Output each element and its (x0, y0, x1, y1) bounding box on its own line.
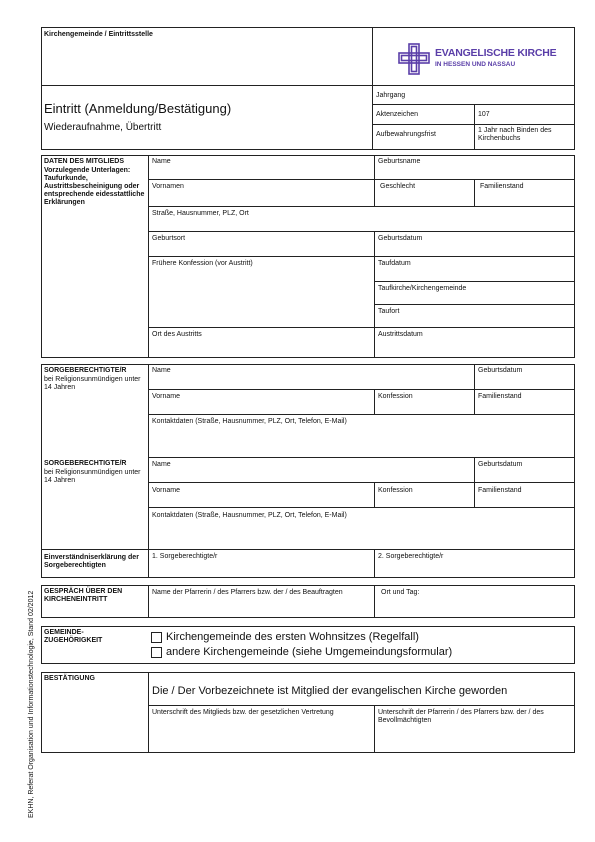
checkbox-other-congregation[interactable] (151, 647, 162, 658)
retention-label: Aufbewahrungsfrist (376, 131, 436, 138)
label-address: Straße, Hausnummer, PLZ, Ort (152, 210, 249, 217)
interview-place-day: Ort und Tag: (381, 589, 420, 596)
label-marital-status: Familienstand (480, 183, 524, 190)
guardian1-note: bei Religionsunmündigen unter 14 Jahren (44, 376, 141, 391)
guardian1-heading: SORGEBERECHTIGTE/R (44, 367, 127, 374)
label-first-names: Vornamen (152, 183, 184, 190)
page-title: Eintritt (Anmeldung/Bestätigung) (44, 101, 232, 116)
signature-pastor: Unterschrift der Pfarrerin / des Pfarrers bzw. der / des Bevollmächtigten (378, 709, 544, 724)
label-exit-place: Ort des Austritts (152, 331, 202, 338)
consent-guardian2: 2. Sorgeberechtigte/r (378, 553, 444, 560)
label-baptism-place: Taufort (378, 308, 400, 315)
guardian1-name: Name (152, 367, 171, 374)
logo-title: EVANGELISCHE KIRCHE (435, 47, 557, 59)
checkbox-first-residence[interactable] (151, 632, 162, 643)
label-former-confession: Frühere Konfession (vor Austritt) (152, 260, 253, 267)
confirmation-statement: Die / Der Vorbezeichnete ist Mitglied der evangelischen Kirche geworden (152, 685, 508, 697)
file-value: 107 (478, 111, 490, 118)
file-label: Aktenzeichen (376, 111, 419, 118)
consent-heading: Einverständniserklärung der Sorgeberechtigten (44, 554, 139, 569)
guardian1-marital-status: Familienstand (478, 393, 522, 400)
logo-subtitle: IN HESSEN UND NASSAU (435, 61, 516, 68)
interview-pastor: Name der Pfarrerin / des Pfarrers bzw. der / des Beauftragten (152, 589, 343, 596)
guardian2-contact: Kontaktdaten (Straße, Hausnummer, PLZ, Ort, Telefon, E-Mail) (152, 512, 347, 519)
page-subtitle: Wiederaufnahme, Übertritt (44, 122, 162, 133)
guardian2-note: bei Religionsunmündigen unter 14 Jahren (44, 469, 141, 484)
year-label: Jahrgang (376, 92, 406, 99)
interview-heading: GESPRÄCH ÜBER DEN KIRCHENEINTRITT (44, 588, 123, 603)
member-documents-note: Vorzulegende Unterlagen: Taufurkunde, Austrittsbescheinigung oder entsprechende eidesstattliche Erklärungen (44, 167, 145, 206)
option-first-residence: Kirchengemeinde des ersten Wohnsitzes (Regelfall) (166, 631, 419, 643)
consent-guardian1: 1. Sorgeberechtigte/r (152, 553, 218, 560)
guardian1-birth-date: Geburtsdatum (478, 367, 523, 374)
label-birth-place: Geburtsort (152, 235, 186, 242)
guardian2-confession: Konfession (378, 487, 413, 494)
retention-value: 1 Jahr nach Binden des Kirchenbuchs (478, 127, 552, 142)
label-exit-date: Austrittsdatum (378, 331, 423, 338)
congregation-label: Kirchengemeinde / Eintrittsstelle (44, 31, 153, 38)
label-birth-name: Geburtsname (378, 158, 421, 165)
guardian1-confession: Konfession (378, 393, 413, 400)
label-gender: Geschlecht (380, 183, 416, 190)
guardian2-name: Name (152, 461, 171, 468)
signature-member: Unterschrift des Mitglieds bzw. der gesetzlichen Vertretung (152, 709, 334, 716)
label-baptism-date: Taufdatum (378, 260, 411, 267)
label-birth-date: Geburtsdatum (378, 235, 423, 242)
guardian1-first-name: Vorname (152, 393, 181, 400)
side-footer-note: EKHN, Referat Organisation und Informationstechnologie, Stand 02/2012 (28, 590, 35, 818)
guardian2-first-name: Vorname (152, 487, 181, 494)
label-name: Name (152, 158, 171, 165)
member-heading: DATEN DES MITGLIEDS (44, 158, 124, 165)
guardian2-heading: SORGEBERECHTIGTE/R (44, 460, 127, 467)
ekhn-logo (397, 43, 567, 75)
cross-logo-icon (397, 43, 431, 75)
affiliation-heading: GEMEINDE-ZUGEHÖRIGKEIT (44, 629, 103, 644)
guardian1-contact: Kontaktdaten (Straße, Hausnummer, PLZ, Ort, Telefon, E-Mail) (152, 418, 347, 425)
confirmation-heading: BESTÄTIGUNG (44, 675, 95, 682)
guardian2-marital-status: Familienstand (478, 487, 522, 494)
label-baptism-church: Taufkirche/Kirchengemeinde (378, 285, 467, 292)
option-other-congregation: andere Kirchengemeinde (siehe Umgemeindungsformular) (166, 646, 453, 658)
guardian2-birth-date: Geburtsdatum (478, 461, 523, 468)
